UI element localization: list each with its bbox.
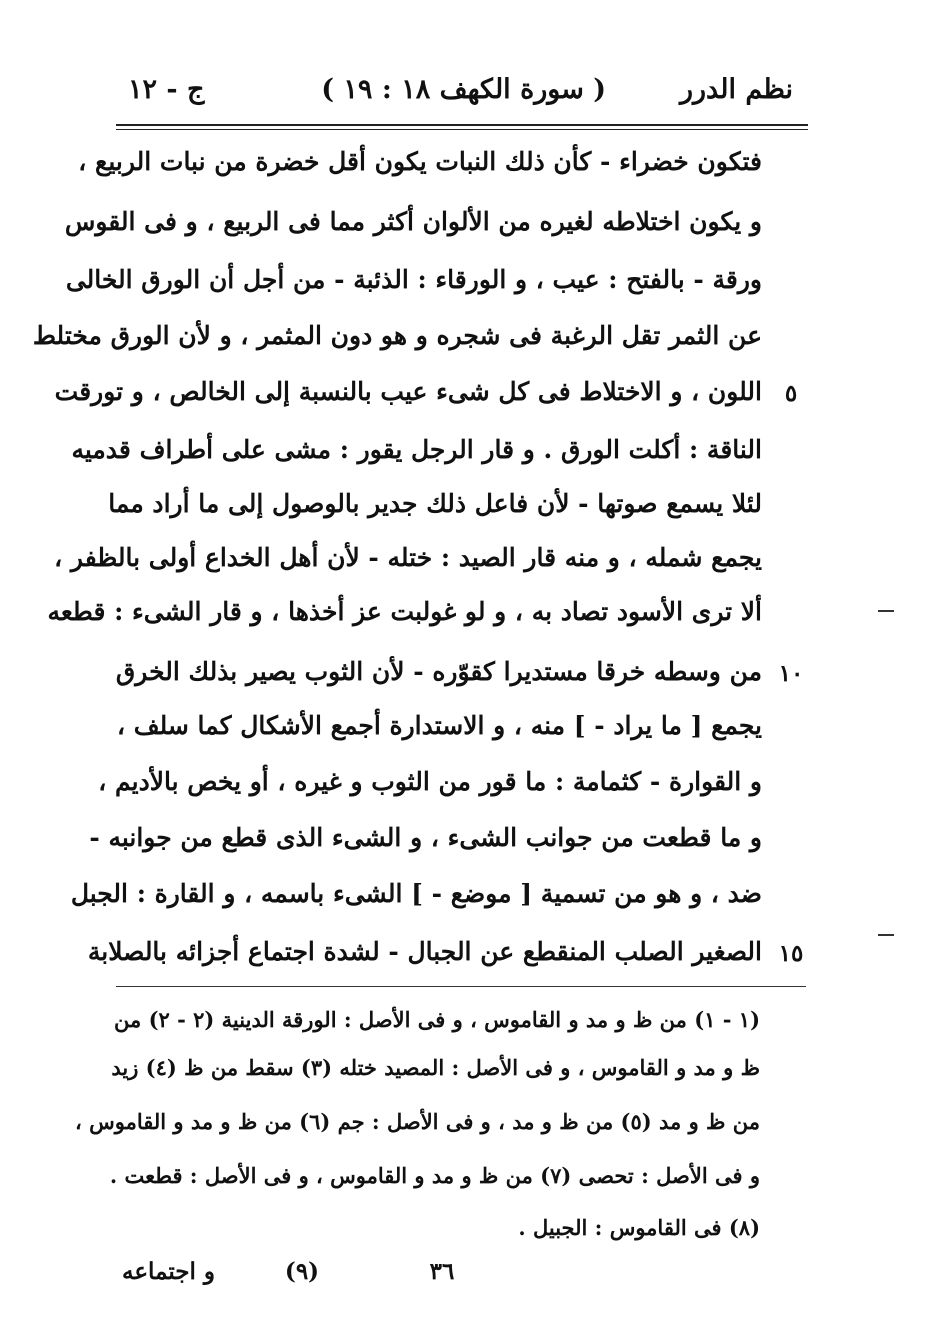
footnote-line: (١ - ١) من ظ و مد و القاموس ، و فى الأصل : الورقة الدينية (٢ - ٢) من <box>114 1007 760 1032</box>
catchword: و اجتماعه <box>122 1258 216 1285</box>
body-line: لئلا يسمع صوتها - لأن فاعل ذلك جدير بالوصول إلى ما أراد مما <box>108 489 762 518</box>
surah-reference: ( سورة الكهف ١٨ : ١٩ ) <box>321 74 606 105</box>
footnote-line: و فى الأصل : تحصى (٧) من ظ و مد و القاموس ، و فى الأصل : قطعت . <box>109 1163 760 1188</box>
header-rule <box>116 124 808 126</box>
volume-number: ج - ١٢ <box>128 74 205 105</box>
body-line: عن الثمر تقل الرغبة فى شجره و هو دون المثمر ، و لأن الورق مختلط <box>32 321 762 350</box>
footnote-rule <box>116 986 806 987</box>
body-line: يجمع [ ما يراد - ] منه ، و الاستدارة أجمع الأشكال كما سلف ، <box>116 711 762 740</box>
body-line: و القوارة - كثمامة : ما قور من الثوب و غيره ، أو يخص بالأديم ، <box>98 767 762 796</box>
page-number: ٣٦ <box>429 1258 455 1285</box>
signature-mark: (٩) <box>284 1258 320 1285</box>
footnote-line: ظ و مد و القاموس ، و فى الأصل : المصيد ختله (٣) سقط من ظ (٤) زيد <box>111 1055 760 1080</box>
body-line: يجمع شمله ، و منه قار الصيد : ختله - لأن أهل الخداع أولى بالظفر ، <box>54 543 762 572</box>
line-number-10: ١٠ <box>778 660 804 687</box>
line-number-15: ١٥ <box>778 940 804 967</box>
book-title: نظم الدرر <box>679 74 793 105</box>
body-line: ضد ، و هو من تسمية [ موضع - ] الشىء باسمه ، و القارة : الجبل <box>70 879 762 908</box>
body-line: ألا ترى الأسود تصاد به ، و لو غولبت عز أخذها ، و قار الشىء : قطعه <box>47 597 762 626</box>
body-line: الصغير الصلب المنقطع عن الجبال - لشدة اجتماع أجزائه بالصلابة <box>87 937 762 966</box>
body-line: فتكون خضراء - كأن ذلك النبات يكون أقل خضرة من نبات الربيع ، <box>78 147 762 176</box>
footnote-line: (٨) فى القاموس : الجبيل . <box>518 1215 760 1240</box>
body-line: و يكون اختلاطه لغيره من الألوان أكثر مما فى الربيع ، و فى القوس <box>64 207 762 236</box>
body-line: و ما قطعت من جوانب الشىء ، و الشىء الذى قطع من جوانبه - <box>89 823 762 852</box>
margin-mark <box>878 610 894 612</box>
header-rule-thin <box>116 129 808 130</box>
body-line: من وسطه خرقا مستديرا كقوّره - لأن الثوب يصير بذلك الخرق <box>115 657 762 686</box>
line-number-5: ٥ <box>784 380 798 407</box>
body-line: اللون ، و الاختلاط فى كل شىء عيب بالنسبة إلى الخالص ، و تورقت <box>54 377 762 406</box>
margin-mark <box>878 934 894 936</box>
footnote-line: من ظ و مد (٥) من ظ و مد ، و فى الأصل : جم (٦) من ظ و مد و القاموس ، <box>75 1109 760 1134</box>
body-line: ورقة - بالفتح : عيب ، و الورقاء : الذئبة - من أجل أن الورق الخالى <box>65 265 762 294</box>
body-line: الناقة : أكلت الورق . و قار الرجل يقور : مشى على أطراف قدميه <box>71 435 762 464</box>
